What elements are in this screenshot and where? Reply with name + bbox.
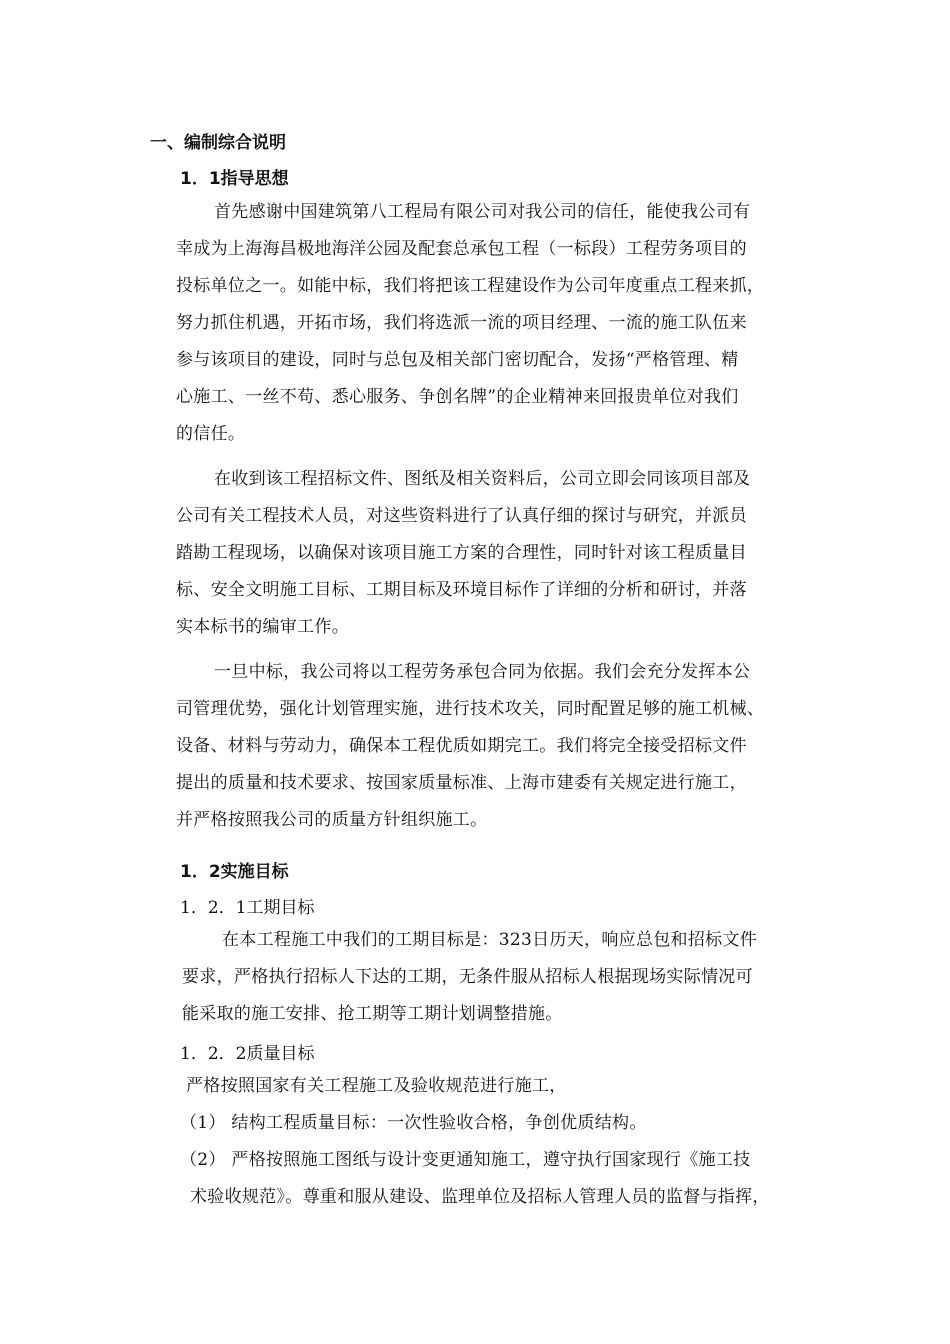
heading-implementation-goals: 1．2实施目标 — [180, 862, 289, 882]
paragraph-line: 在收到该工程招标文件、图纸及相关资料后，公司立即会同该项目部及 — [214, 469, 751, 489]
paragraph-line: 参与该项目的建设，同时与总包及相关部门密切配合，发扬“严格管理、精 — [176, 350, 739, 370]
list-item: （1） 结构工程质量目标：一次性验收合格，争创优质结构。 — [180, 1113, 647, 1133]
paragraph-line: 在本工程施工中我们的工期目标是：323日历天，响应总包和招标文件 — [222, 930, 758, 950]
paragraph-line: 一旦中标，我公司将以工程劳务承包合同为依据。我们会充分发挥本公 — [214, 662, 751, 682]
heading-guiding-ideology: 1．1指导思想 — [180, 169, 289, 189]
heading-compilation-description: 一、编制综合说明 — [150, 133, 286, 153]
paragraph-line: 实本标书的编审工作。 — [176, 617, 349, 637]
paragraph-line: 并严格按照我公司的质量方针组织施工。 — [176, 810, 488, 830]
paragraph-line: 努力抓住机遇，开拓市场，我们将选派一流的项目经理、一流的施工队伍来 — [176, 313, 747, 333]
paragraph-line: 踏勘工程现场，以确保对该项目施工方案的合理性，同时针对该工程质量目 — [176, 543, 747, 563]
paragraph-line: 提出的质量和技术要求、按国家质量标准、上海市建委有关规定进行施工， — [176, 773, 747, 793]
paragraph-line: 投标单位之一。如能中标，我们将把该工程建设作为公司年度重点工程来抓， — [176, 276, 765, 296]
paragraph-line: 心施工、一丝不苟、悉心服务、争创名牌”的企业精神来回报贵单位对我们 — [176, 387, 739, 407]
paragraph-line: 能采取的施工安排、抢工期等工期计划调整措施。 — [182, 1004, 563, 1024]
list-item: （2） 严格按照施工图纸与设计变更通知施工，遵守执行国家现行《施工技 — [180, 1150, 751, 1170]
paragraph-line: 幸成为上海海昌极地海洋公园及配套总承包工程（一标段）工程劳务项目的 — [176, 239, 747, 259]
paragraph-line: 要求，严格执行招标人下达的工期，无条件服从招标人根据现场实际情况可 — [182, 967, 753, 987]
paragraph-line: 公司有关工程技术人员，对这些资料进行了认真仔细的探讨与研究，并派员 — [176, 506, 747, 526]
heading-schedule-goal: 1．2．1工期目标 — [180, 898, 315, 918]
heading-quality-goal: 1．2．2质量目标 — [180, 1044, 315, 1064]
paragraph-line: 司管理优势，强化计划管理实施，进行技术攻关，同时配置足够的施工机械、 — [176, 699, 765, 719]
paragraph-line: 首先感谢中国建筑第八工程局有限公司对我公司的信任，能使我公司有 — [214, 202, 751, 222]
paragraph-line: 严格按照国家有关工程施工及验收规范进行施工， — [186, 1076, 567, 1096]
paragraph-line: 标、安全文明施工目标、工期目标及环境目标作了详细的分析和研讨，并落 — [176, 580, 747, 600]
list-item-continuation: 术验收规范》。尊重和服从建设、监理单位及招标人管理人员的监督与指挥， — [190, 1187, 770, 1207]
paragraph-line: 的信任。 — [176, 424, 246, 444]
paragraph-line: 设备、材料与劳动力，确保本工程优质如期完工。我们将完全接受招标文件 — [176, 736, 747, 756]
